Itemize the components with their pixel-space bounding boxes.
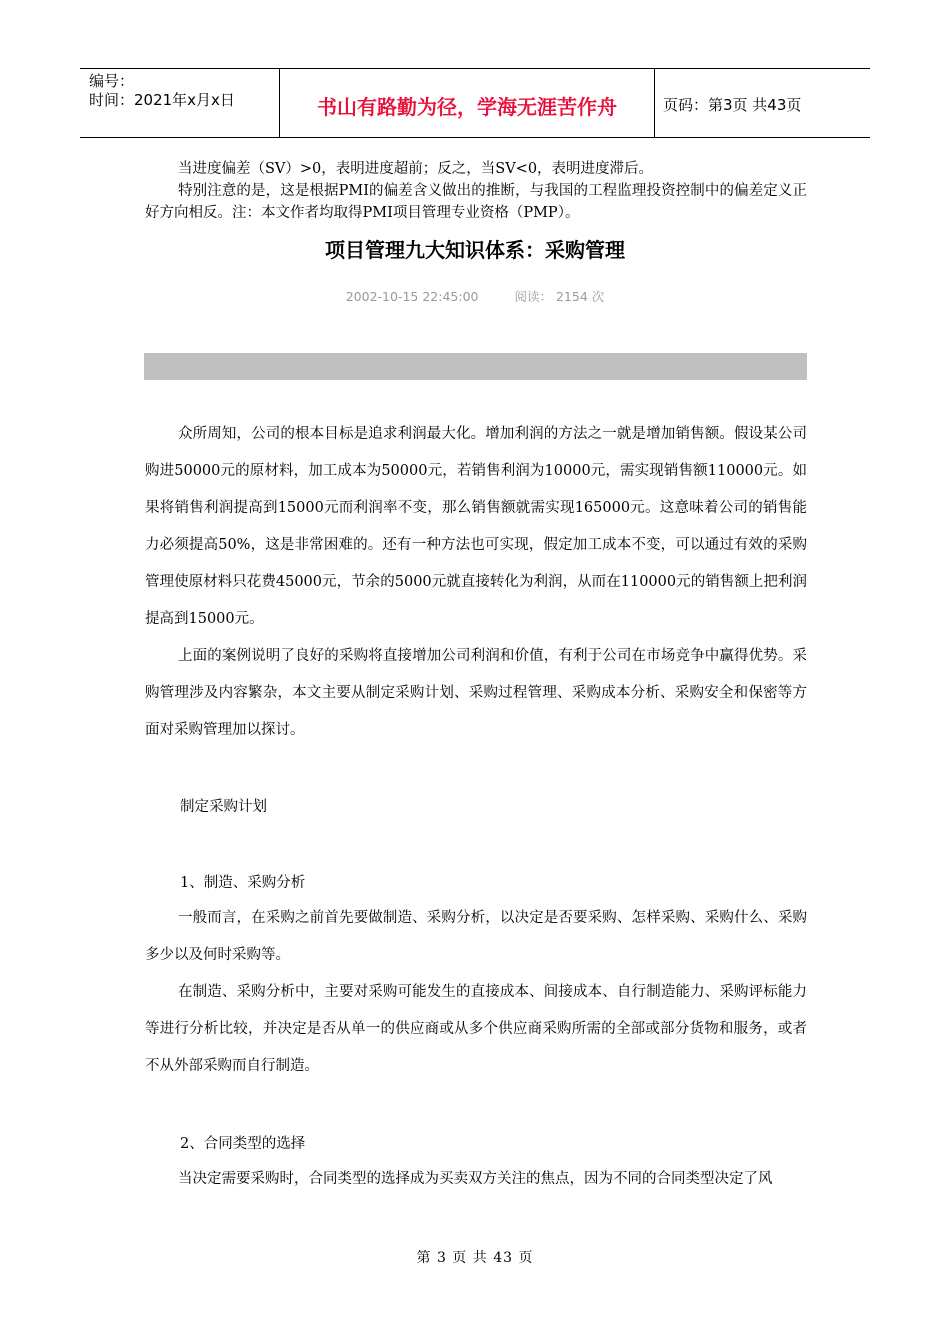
page-footer: 第 3 页 共 43 页: [416, 1250, 534, 1266]
body-paragraph-1: 众所周知，公司的根本目标是追求利润最大化。增加利润的方法之一就是增加销售额。假设某公司购进50000元的原材料，加工成本为50000元，若销售利润为10000元，需实现销售额110000元。如果将销售利润提高到15000元而利润率不变，那么销售额就需实现165000元。这意味着公司的销售能力必须提高50%，这是非常困难的。还有一种方法也可实现，假定加工成本不变，可以通过有效的采购管理使原材料只花费45000元，节余的5000元就直接转化为利润，从而在110000元的销售额上把利润提高到15000元。: [145, 426, 807, 627]
subsection-2-paragraph-1: 当决定需要采购时，合同类型的选择成为买卖双方关注的焦点，因为不同的合同类型决定了风: [178, 1171, 773, 1187]
intro-paragraph-2: 特别注意的是，这是根据PMI的偏差含义做出的推断，与我国的工程监理投资控制中的偏差定义正好方向相反。注：本文作者均取得PMI项目管理专业资格（PMP）。: [145, 183, 807, 221]
article-title: 项目管理九大知识体系：采购管理: [325, 238, 625, 262]
subsection-1-body: [145, 900, 807, 1085]
divider-bar: [144, 353, 807, 380]
document-number-label: 编号：: [89, 72, 135, 90]
subsection-1-paragraph-1: 一般而言，在采购之前首先要做制造、采购分析，以决定是否要采购、怎样采购、采购什么、采购多少以及何时采购等。: [145, 910, 807, 963]
section-heading: 制定采购计划: [180, 799, 267, 815]
subsection-1-paragraph-2: 在制造、采购分析中，主要对采购可能发生的直接成本、间接成本、自行制造能力、采购评标能力等进行分析比较，并决定是否从单一的供应商或从多个供应商采购所需的全部或部分货物和服务，或者不从外部采购而自行制造。: [145, 984, 807, 1074]
intro-paragraph-1: 当进度偏差（SV）>0，表明进度超前；反之，当SV<0，表明进度滞后。: [178, 161, 654, 177]
article-read-count: 阅读： 2154 次: [514, 289, 605, 304]
header-motto: 书山有路勤为径，学海无涯苦作舟: [280, 69, 655, 137]
header-page-number: 页码：第3页 共43页: [663, 95, 802, 114]
article-date: 2002-10-15 22:45:00: [345, 289, 479, 304]
article-body-1: [145, 416, 807, 749]
body-paragraph-2: 上面的案例说明了良好的采购将直接增加公司利润和价值，有利于公司在市场竞争中赢得优势。采购管理涉及内容繁杂，本文主要从制定采购计划、采购过程管理、采购成本分析、采购安全和保密等方面对采购管理加以探讨。: [145, 648, 807, 738]
header-info-cell: [80, 69, 280, 137]
subsection-2-body: [145, 1161, 807, 1198]
subsection-heading-1: 1、制造、采购分析: [180, 875, 306, 891]
article-meta: [0, 287, 950, 305]
document-date-label: 时间：2021年x月x日: [89, 91, 235, 109]
page-header: [80, 68, 870, 138]
intro-section: [145, 158, 807, 224]
subsection-heading-2: 2、合同类型的选择: [180, 1136, 306, 1152]
